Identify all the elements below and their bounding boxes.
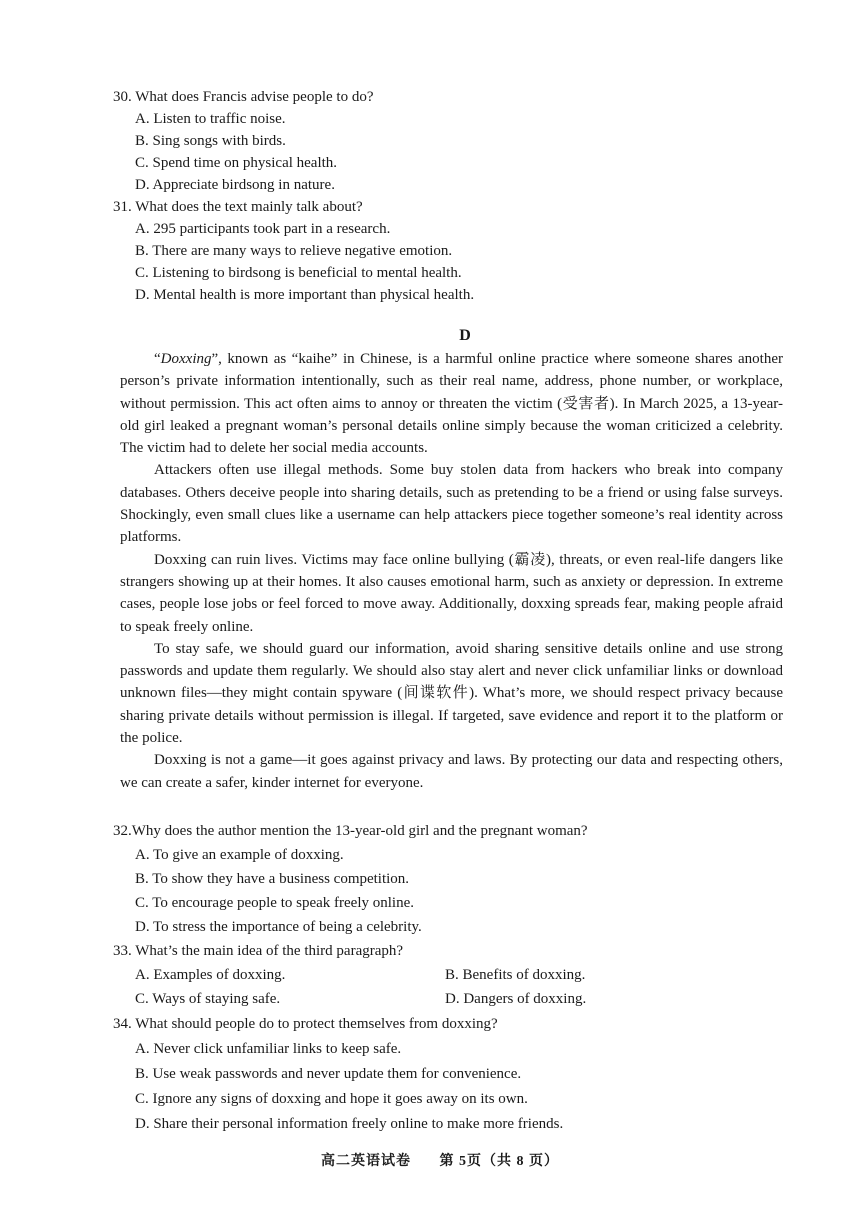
question-31-stem: 31. What does the text mainly talk about? [113,199,363,215]
question-30-option-a: A. Listen to traffic noise. [135,111,286,127]
question-33-option-b: B. Benefits of doxxing. [445,967,586,983]
question-34-stem: 34. What should people do to protect themselves from doxxing? [113,1016,498,1032]
passage-paragraph-5: Doxxing is not a game—it goes against privacy and laws. By protecting our data and respecting others, we can create a safer, kinder internet for everyone. [120,752,783,791]
question-30-option-d: D. Appreciate birdsong in nature. [135,177,335,193]
footer-page-number: 第 5页（共 8 页） [439,1154,559,1169]
question-32-option-c: C. To encourage people to speak freely online. [135,895,414,911]
question-31-option-b: B. There are many ways to relieve negative emotion. [135,243,453,259]
passage-paragraph-2: Attackers often use illegal methods. Some buy stolen data from hackers who break into company databases. Others deceive people into sharing details, such as pretending to be a friend or using false surveys. Shockingly, even small clues like a username can help attackers piece together someone’s real identity across platforms. [120,462,783,546]
question-32-option-a: A. To give an example of doxxing. [135,847,344,863]
question-33-option-c: C. Ways of staying safe. [135,991,281,1007]
question-34-option-c: C. Ignore any signs of doxxing and hope it goes away on its own. [135,1091,528,1107]
question-34-option-a: A. Never click unfamiliar links to keep safe. [135,1041,402,1057]
doxxing-term: Doxxing [160,351,212,367]
question-32-option-b: B. To show they have a business competition. [135,871,410,887]
passage-paragraph-3: Doxxing can ruin lives. Victims may face online bullying (霸凌), threats, or even real-life dangers like strangers showing up at their homes. It also causes emotional harm, such as anxiety or depression. In extreme cases, people lose jobs or feel forced to move away. Additionally, doxxing spreads fear, making people afraid to speak freely online. [120,551,783,635]
question-31-option-c: C. Listening to birdsong is beneficial to mental health. [135,265,462,281]
question-32-option-d: D. To stress the importance of being a celebrity. [135,919,422,935]
section-title: D [459,327,471,344]
footer-subject: 高二英语试卷 [321,1154,411,1169]
passage-paragraph-1-text: ”, known as “kaihe” in Chinese, is a harmful online practice where someone shares another person’s private information intentionally, such as their real name, address, phone number, or workplace, without permission. This act often aims to annoy or threaten the victim (受害者). In March 2025, a 13-year-old girl leaked a pregnant woman’s personal details online simply because the woman criticized a celebrity. The victim had to delete her social media accounts. [120,351,783,457]
question-33-stem: 33. What’s the main idea of the third paragraph? [113,943,404,959]
passage-paragraph-1: “Doxxing”, known as “kaihe” in Chinese, is a harmful online practice where someone shares another person’s private information intentionally, such as their real name, address, phone number, or workplace, without permission. This act often aims to annoy or threaten the victim (受害者). In March 2025, a 13-year-old girl leaked a pregnant woman’s personal details online simply because the woman criticized a celebrity. The victim had to delete her social media accounts. [120,351,783,457]
question-30-stem: 30. What does Francis advise people to do? [113,89,374,105]
question-31-option-a: A. 295 participants took part in a research. [135,221,391,237]
question-33-option-a: A. Examples of doxxing. [135,967,286,983]
question-30-option-c: C. Spend time on physical health. [135,155,338,171]
page-footer [0,1150,860,1170]
question-34-option-b: B. Use weak passwords and never update them for convenience. [135,1066,522,1082]
question-34-option-d: D. Share their personal information freely online to make more friends. [135,1116,564,1132]
question-30-option-b: B. Sing songs with birds. [135,133,286,149]
question-32-stem: 32.Why does the author mention the 13-year-old girl and the pregnant woman? [113,823,588,839]
question-31-option-d: D. Mental health is more important than physical health. [135,287,475,303]
reading-passage [120,348,783,794]
passage-paragraph-4: To stay safe, we should guard our information, avoid sharing sensitive details online and use strong passwords and update them regularly. We should also stay alert and never click unfamiliar links or download unknown files—they might contain spyware (间谍软件). What’s more, we should respect privacy because sharing private details without permission is illegal. If targeted, save evidence and report it to the platform or the police. [120,640,783,747]
question-33-option-d: D. Dangers of doxxing. [445,991,587,1007]
